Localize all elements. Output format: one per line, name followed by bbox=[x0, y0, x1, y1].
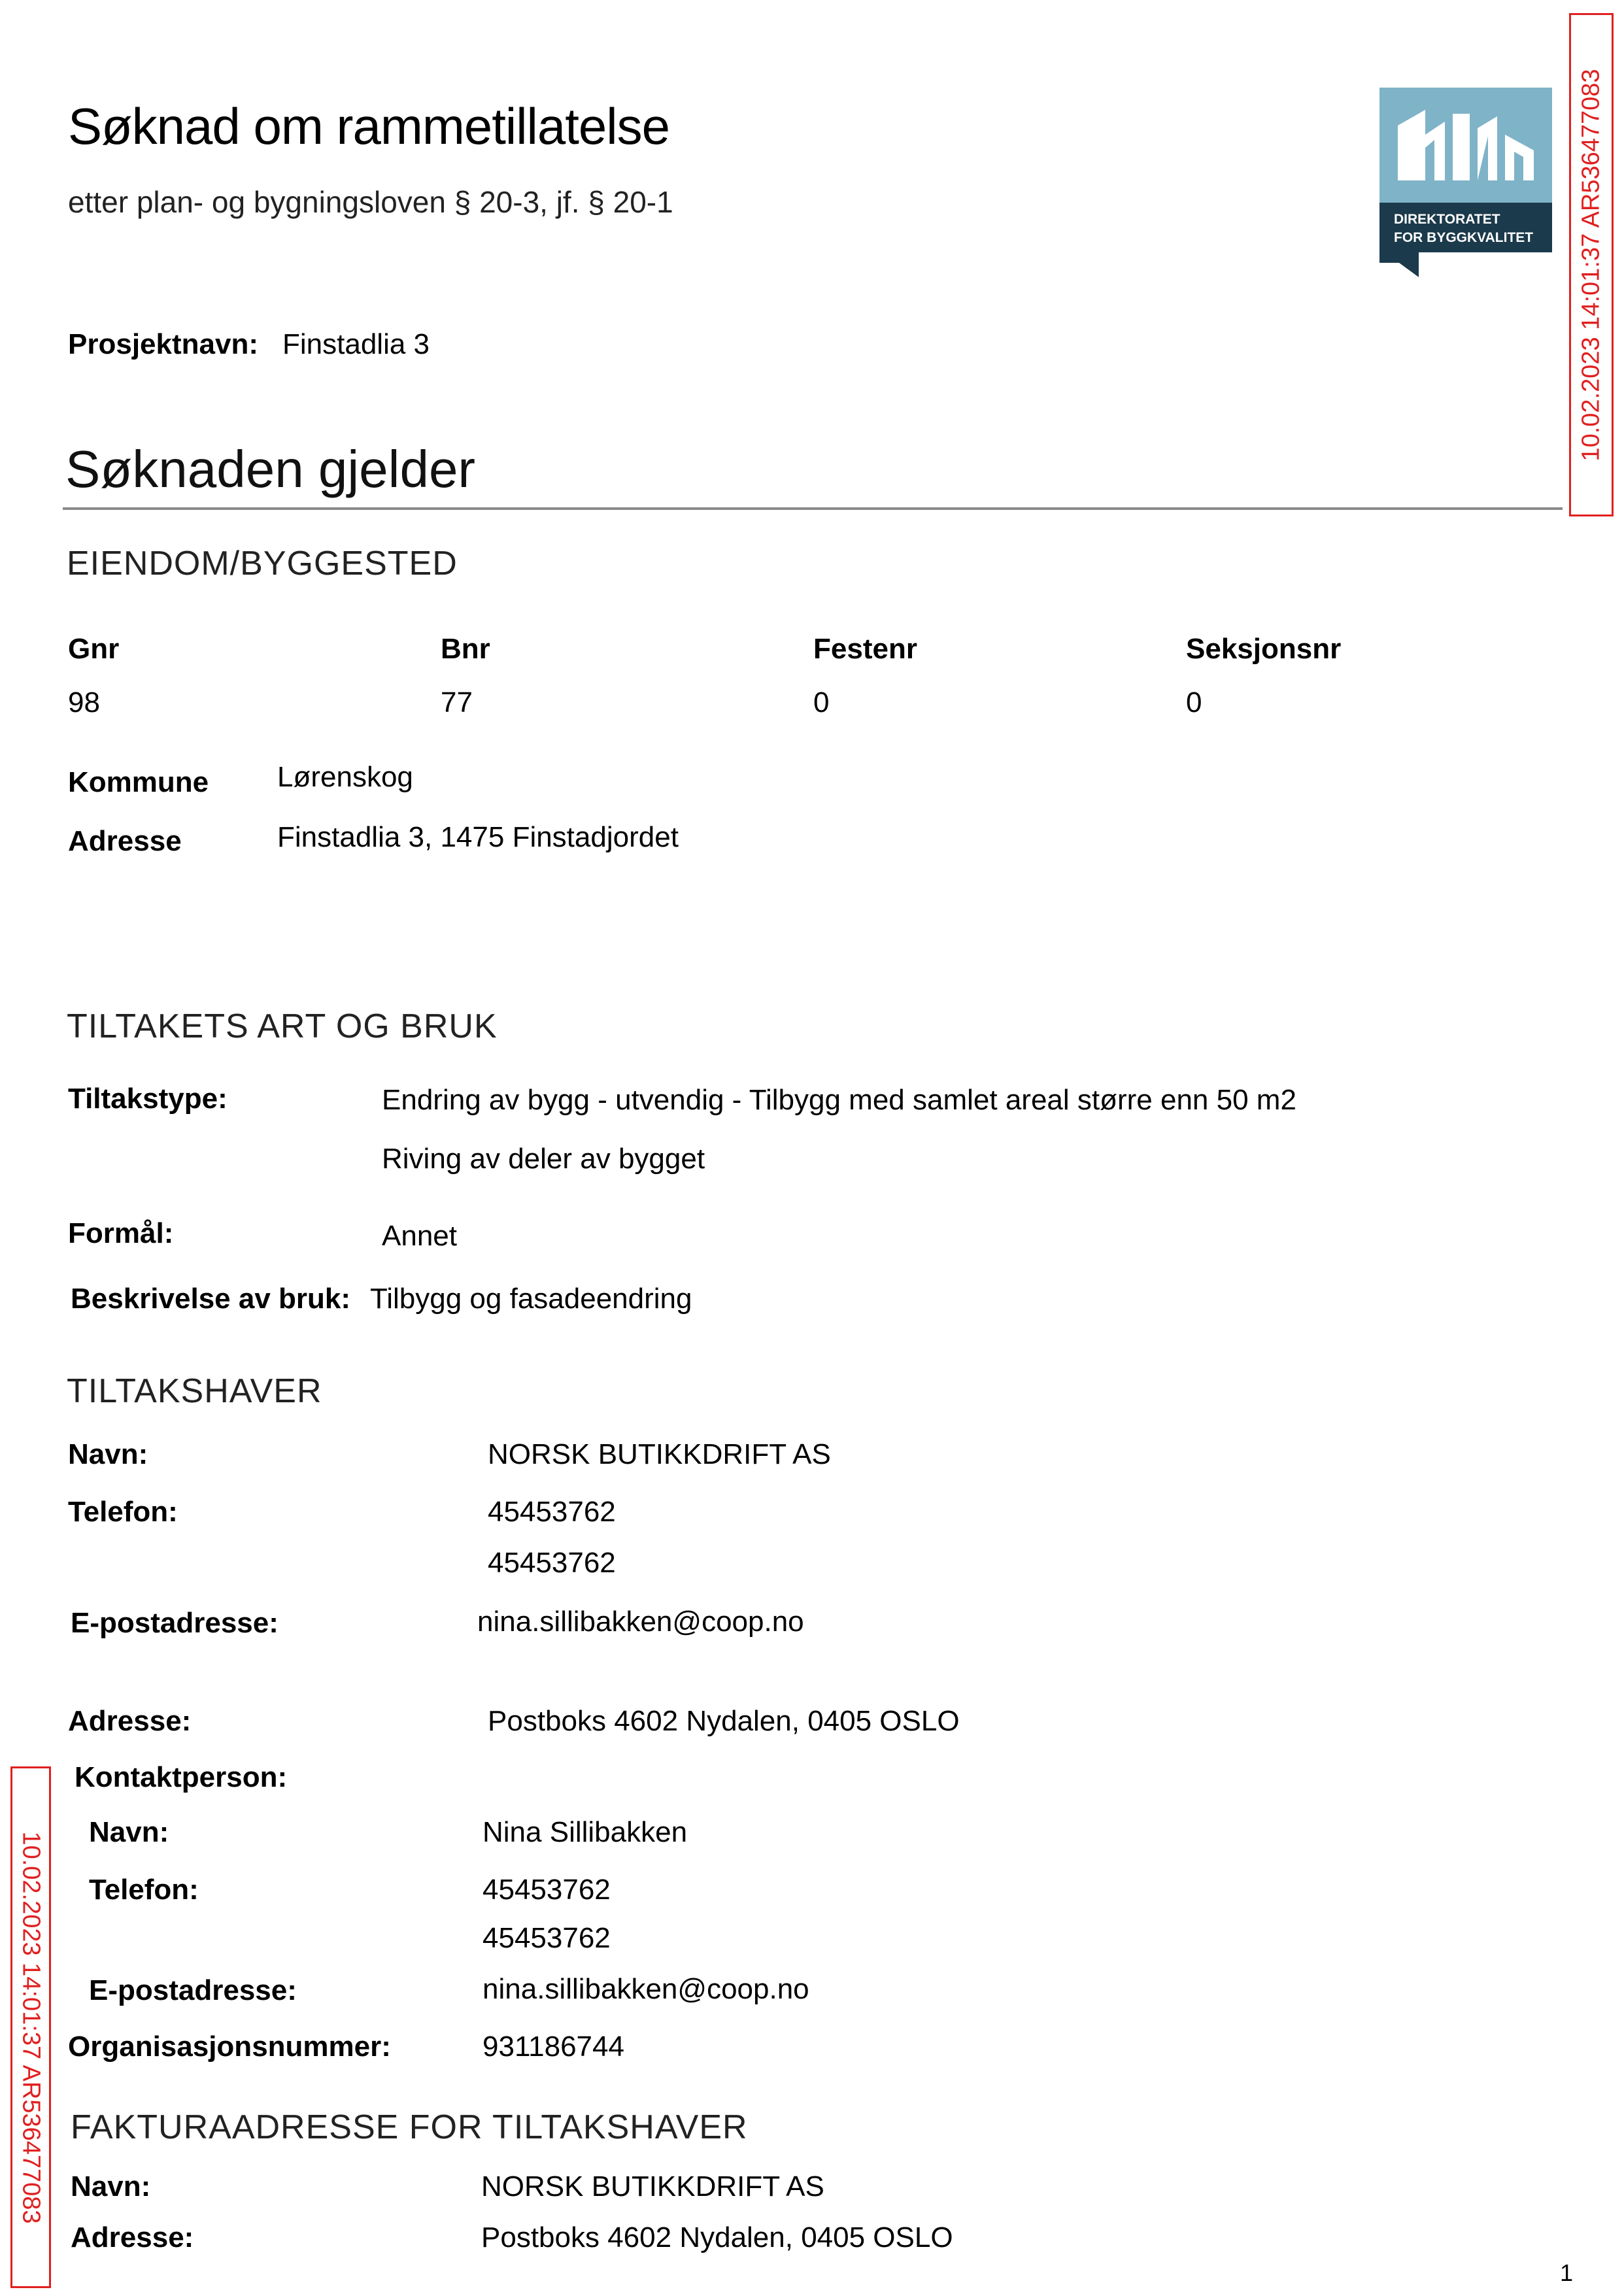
column-bnr: Bnr bbox=[441, 633, 490, 665]
column-seksjonsnr: Seksjonsnr bbox=[1186, 633, 1342, 665]
faktura-adresse-value: Postboks 4602 Nydalen, 0405 OSLO bbox=[481, 2221, 953, 2253]
faktura-navn-label: Navn: bbox=[71, 2170, 151, 2202]
heading-divider bbox=[63, 507, 1563, 510]
formal-label: Formål: bbox=[68, 1217, 174, 1249]
main-heading: Søknaden gjelder bbox=[65, 440, 476, 498]
tiltakshaver-telefon-2: 45453762 bbox=[488, 1547, 616, 1579]
faktura-adresse-label: Adresse: bbox=[71, 2221, 194, 2253]
bruk-label: Beskrivelse av bruk: bbox=[71, 1283, 351, 1315]
kontakt-telefon-1: 45453762 bbox=[482, 1874, 611, 1906]
tiltakshaver-navn-label: Navn: bbox=[68, 1438, 148, 1470]
dibk-logo bbox=[1379, 88, 1552, 277]
tiltakshaver-adresse-value: Postboks 4602 Nydalen, 0405 OSLO bbox=[488, 1705, 960, 1737]
faktura-navn-value: NORSK BUTIKKDRIFT AS bbox=[481, 2170, 824, 2202]
orgnr-value: 931186744 bbox=[482, 2031, 624, 2063]
value-bnr: 77 bbox=[441, 686, 473, 718]
column-gnr: Gnr bbox=[68, 633, 120, 665]
page-number: 1 bbox=[1560, 2259, 1574, 2286]
value-seksjonsnr: 0 bbox=[1186, 686, 1202, 718]
section-tiltakets-art: TILTAKETS ART OG BRUK bbox=[67, 1007, 498, 1045]
kontakt-navn-label: Navn: bbox=[89, 1816, 169, 1848]
kontakt-navn-value: Nina Sillibakken bbox=[482, 1816, 688, 1848]
bruk-value: Tilbygg og fasadeendring bbox=[370, 1283, 692, 1315]
kontakt-telefon-label: Telefon: bbox=[89, 1874, 199, 1906]
orgnr-label: Organisasjonsnummer: bbox=[68, 2031, 391, 2063]
tiltakstype-label: Tiltakstype: bbox=[68, 1083, 228, 1115]
tiltakshaver-telefon-label: Telefon: bbox=[68, 1496, 178, 1528]
section-eiendom: EIENDOM/BYGGESTED bbox=[67, 545, 458, 582]
adresse-value: Finstadlia 3, 1475 Finstadjordet bbox=[277, 821, 679, 853]
kommune-value: Lørenskog bbox=[277, 761, 413, 793]
logo-line-2: FOR BYGGKVALITET bbox=[1394, 230, 1534, 245]
document-title: Søknad om rammetillatelse bbox=[68, 97, 669, 155]
timestamp-stamp-right bbox=[1569, 13, 1614, 516]
column-festenr: Festenr bbox=[813, 633, 917, 665]
kontakt-epost-label: E-postadresse: bbox=[89, 1974, 297, 2006]
tiltakshaver-navn-value: NORSK BUTIKKDRIFT AS bbox=[488, 1438, 831, 1470]
kontakt-epost-value: nina.sillibakken@coop.no bbox=[482, 1973, 809, 2005]
dibk-logo-icon bbox=[1379, 88, 1552, 277]
value-festenr: 0 bbox=[813, 686, 830, 718]
tiltakstype-value-2: Riving av deler av bygget bbox=[382, 1143, 705, 1175]
kommune-label: Kommune bbox=[68, 766, 209, 798]
tiltakstype-value-1: Endring av bygg - utvendig - Tilbygg med samlet areal større enn 50 m2 bbox=[382, 1084, 1296, 1116]
kontaktperson-label: Kontaktperson: bbox=[75, 1761, 288, 1793]
value-gnr: 98 bbox=[68, 686, 100, 718]
tiltakshaver-epost-label: E-postadresse: bbox=[71, 1607, 279, 1639]
tiltakshaver-epost-value: nina.sillibakken@coop.no bbox=[477, 1606, 804, 1638]
formal-value: Annet bbox=[382, 1220, 457, 1252]
kontakt-telefon-2: 45453762 bbox=[482, 1922, 611, 1954]
stamp-text-right: 10.02.2023 14:01:37 AR536477083 bbox=[1577, 68, 1605, 462]
stamp-text-left: 10.02.2023 14:01:37 AR536477083 bbox=[17, 1830, 45, 2224]
timestamp-stamp-left bbox=[10, 1766, 51, 2288]
document-subtitle: etter plan- og bygningsloven § 20-3, jf. § 20-1 bbox=[68, 185, 673, 219]
project-name-value: Finstadlia 3 bbox=[282, 328, 430, 360]
adresse-label: Adresse bbox=[68, 825, 182, 857]
tiltakshaver-telefon-1: 45453762 bbox=[488, 1496, 616, 1528]
section-tiltakshaver: TILTAKSHAVER bbox=[67, 1372, 322, 1410]
logo-line-1: DIREKTORATET bbox=[1394, 212, 1500, 227]
section-fakturaadresse: FAKTURAADRESSE FOR TILTAKSHAVER bbox=[71, 2108, 748, 2146]
tiltakshaver-adresse-label: Adresse: bbox=[68, 1705, 192, 1737]
project-name-label: Prosjektnavn: bbox=[68, 328, 258, 360]
